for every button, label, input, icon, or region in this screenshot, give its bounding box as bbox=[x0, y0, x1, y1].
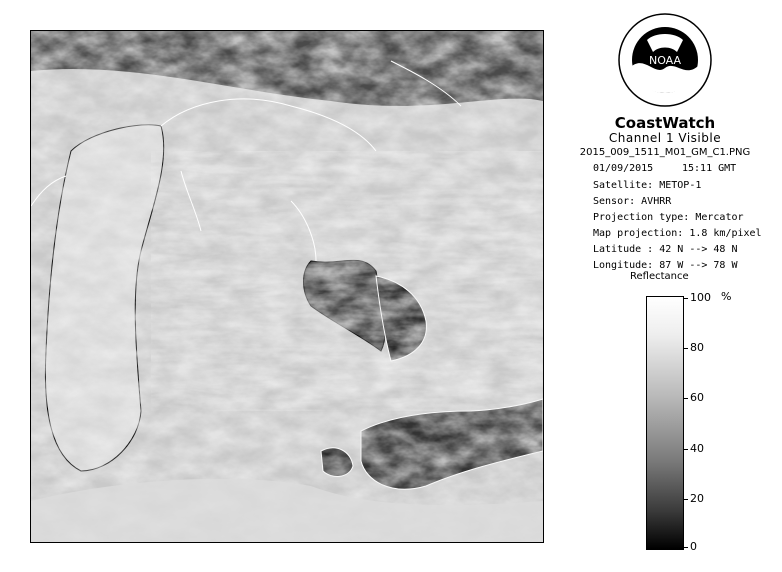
longitude-label: Longitude: 87 W --> 78 W bbox=[593, 260, 738, 271]
colorbar-title: Reflectance bbox=[630, 271, 689, 282]
colorbar-tick-label: 60 bbox=[690, 391, 704, 404]
reflectance-colorbar bbox=[646, 296, 684, 550]
sensor-label: Sensor: AVHRR bbox=[593, 196, 672, 207]
colorbar-tick bbox=[683, 348, 688, 349]
map-projection-label: Map projection: 1.8 km/pixel bbox=[593, 228, 762, 239]
colorbar-unit: % bbox=[721, 290, 732, 303]
channel-label: Channel 1 Visible bbox=[608, 131, 722, 145]
latitude-label: Latitude : 42 N --> 48 N bbox=[593, 244, 738, 255]
filename-label: 2015_009_1511_M01_GM_C1.PNG bbox=[579, 147, 751, 158]
noaa-logo-text: NOAA bbox=[648, 54, 682, 67]
colorbar-tick bbox=[683, 298, 688, 299]
colorbar-tick bbox=[683, 499, 688, 500]
colorbar-tick-label: 0 bbox=[690, 540, 697, 553]
satellite-image bbox=[31, 31, 543, 542]
colorbar-tick bbox=[683, 547, 688, 548]
app-title: CoastWatch bbox=[614, 114, 716, 132]
satellite-label: Satellite: METOP-1 bbox=[593, 180, 702, 191]
date-label: 01/09/2015 bbox=[593, 163, 654, 174]
colorbar-tick-label: 100 bbox=[690, 291, 711, 304]
colorbar-tick bbox=[683, 398, 688, 399]
colorbar-tick bbox=[683, 449, 688, 450]
colorbar-tick-label: 80 bbox=[690, 341, 704, 354]
noaa-emblem-icon bbox=[617, 12, 713, 108]
projection-type-label: Projection type: Mercator bbox=[593, 212, 744, 223]
satellite-map bbox=[30, 30, 544, 543]
time-label: 15:11 GMT bbox=[682, 163, 737, 174]
noaa-logo bbox=[617, 12, 713, 108]
colorbar-tick-label: 20 bbox=[690, 492, 704, 505]
colorbar-tick-label: 40 bbox=[690, 442, 704, 455]
